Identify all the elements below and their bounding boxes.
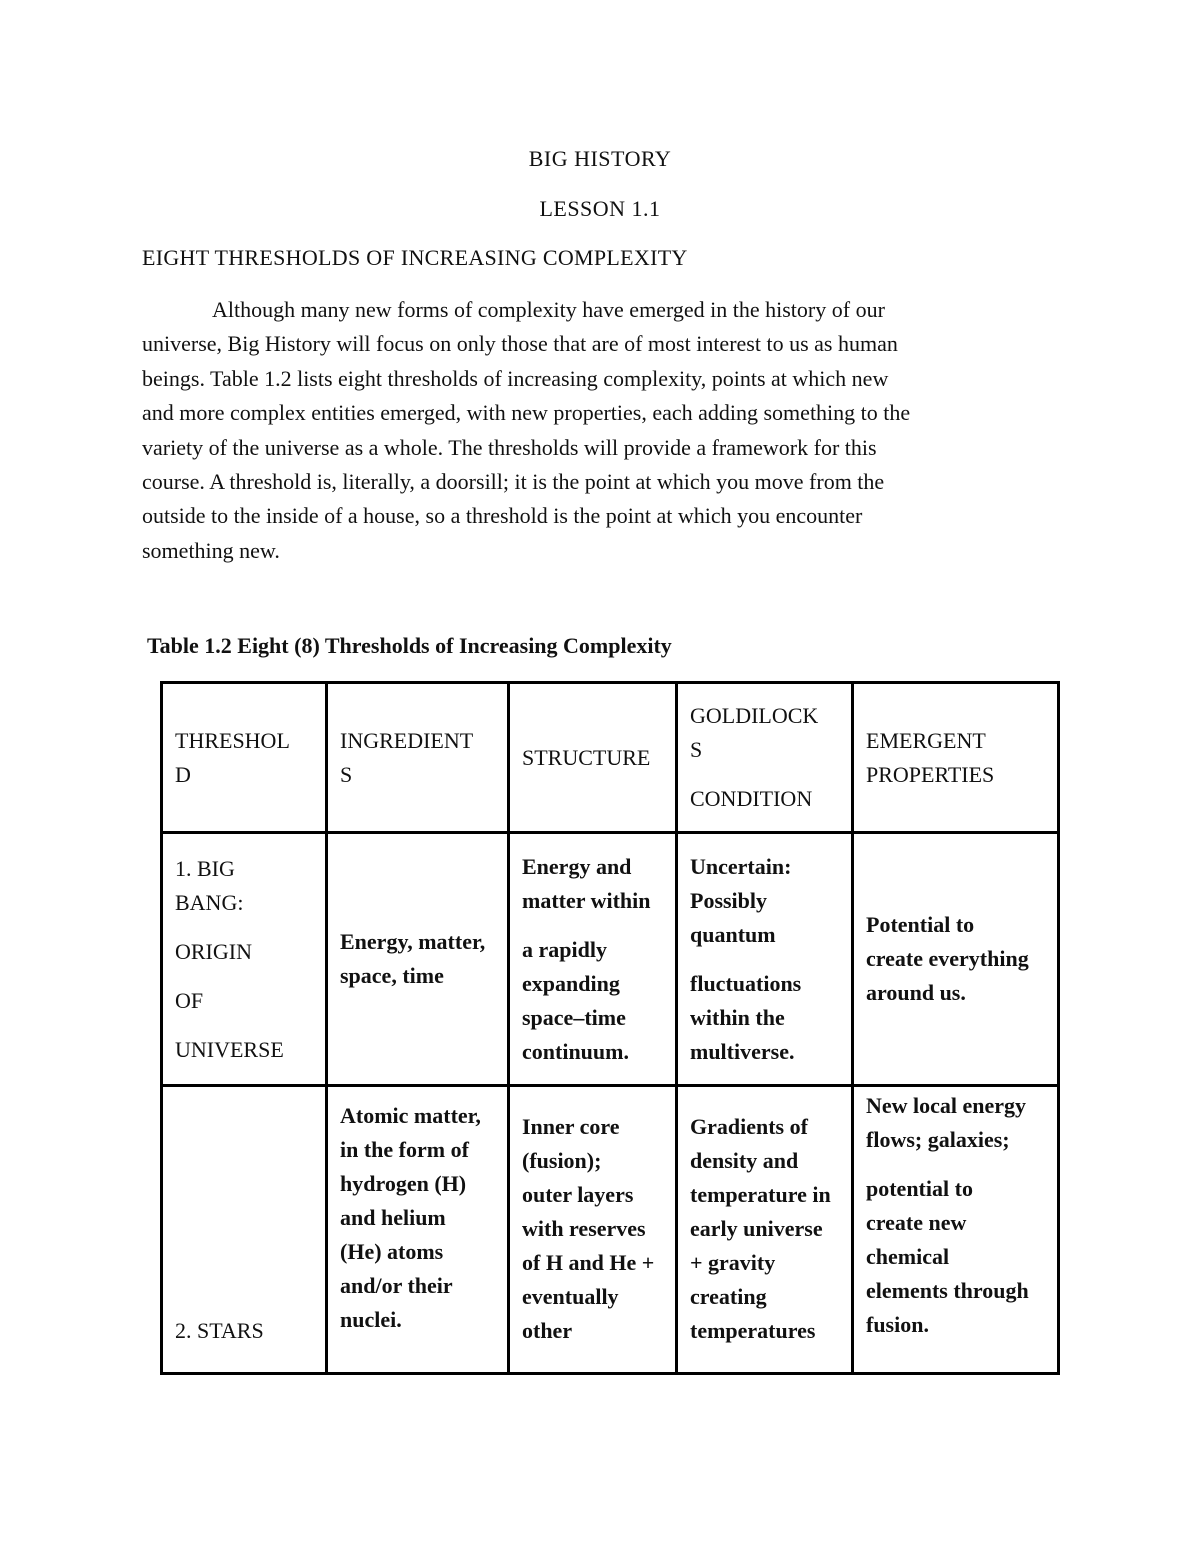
document-title: BIG HISTORY: [528, 146, 672, 171]
cell-goldilocks: Gradients of density and temperature in early universe + gravity creating temperatures: [677, 1086, 853, 1374]
paragraph-line: outside to the inside of a house, so a threshold is the point at which you encounter: [142, 503, 863, 529]
cell-ingredients: Energy, matter, space, time: [327, 833, 509, 1086]
cell-structure: Inner core (fusion); outer layers with reserves of H and He + eventually other: [509, 1086, 677, 1374]
header-goldilocks: GOLDILOCK S CONDITION: [677, 683, 853, 833]
section-heading: EIGHT THRESHOLDS OF INCREASING COMPLEXITY: [142, 245, 688, 270]
paragraph-line: something new.: [142, 537, 280, 563]
table-row: [162, 833, 1059, 1086]
header-threshold: THRESHOL D: [162, 683, 327, 833]
lesson-label: LESSON 1.1: [539, 196, 661, 221]
header-structure: STRUCTURE: [509, 683, 677, 833]
paragraph-line: beings. Table 1.2 lists eight thresholds of increasing complexity, points at which new: [142, 365, 889, 391]
cell-structure: Energy and matter within a rapidly expanding space–time continuum.: [509, 833, 677, 1086]
table-caption: Table 1.2 Eight (8) Thresholds of Increasing Complexity: [147, 633, 672, 658]
header-emergent: EMERGENT PROPERTIES: [853, 683, 1059, 833]
cell-goldilocks: Uncertain: Possibly quantum fluctuations within the multiverse.: [677, 833, 853, 1086]
cell-emergent: Potential to create everything around us.: [853, 833, 1059, 1086]
cell-emergent: New local energy flows; galaxies; potential to create new chemical elements through fusion.: [853, 1086, 1059, 1374]
cell-threshold: 2. STARS: [162, 1086, 327, 1374]
header-ingredients: INGREDIENT S: [327, 683, 509, 833]
cell-threshold: 1. BIG BANG: ORIGIN OF UNIVERSE: [162, 833, 327, 1086]
paragraph-line: Although many new forms of complexity have emerged in the history of our: [212, 297, 885, 322]
paragraph-line: course. A threshold is, literally, a doorsill; it is the point at which you move from the: [142, 469, 885, 495]
thresholds-table: [160, 681, 1060, 1375]
paragraph-line: and more complex entities emerged, with new properties, each adding something to the: [142, 400, 911, 426]
cell-ingredients: Atomic matter, in the form of hydrogen (H) and helium (He) atoms and/or their nuclei.: [327, 1086, 509, 1374]
table-row: [162, 1086, 1059, 1374]
table-header-row: [162, 683, 1059, 833]
intro-paragraph: [142, 293, 1062, 568]
paragraph-line: variety of the universe as a whole. The thresholds will provide a framework for this: [142, 434, 877, 460]
paragraph-line: universe, Big History will focus on only those that are of most interest to us as human: [142, 331, 898, 357]
